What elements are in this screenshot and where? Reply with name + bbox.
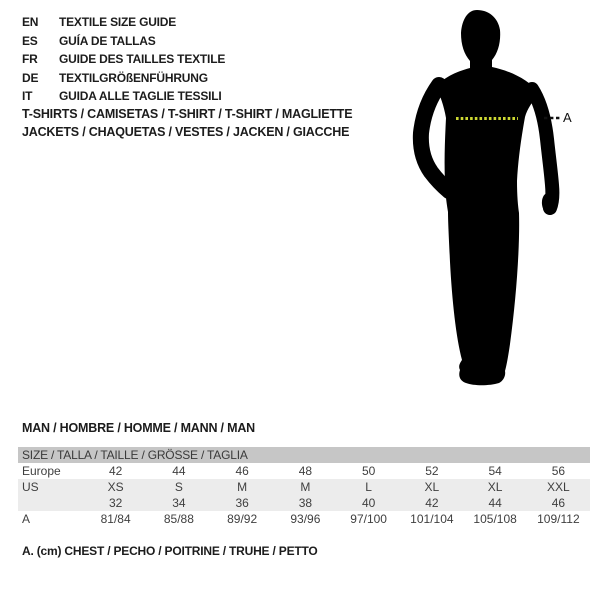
row-label: Europe: [22, 464, 61, 478]
language-label: TEXTILE SIZE GUIDE: [59, 15, 177, 29]
language-label: TEXTILGRÖßENFÜHRUNG: [59, 70, 208, 85]
language-code: ES: [22, 33, 38, 48]
table-cell: 42: [425, 496, 439, 510]
language-row: [22, 87, 225, 106]
table-cell: 105/108: [473, 512, 517, 526]
table-cell: XL: [487, 480, 503, 494]
table-cell: XS: [107, 480, 124, 494]
table-row-us-numeric: [18, 495, 590, 511]
size-table: [18, 447, 590, 527]
table-cell: S: [174, 480, 183, 494]
table-cell: M: [300, 480, 311, 494]
language-code: EN: [22, 15, 39, 29]
table-cell: 42: [108, 464, 123, 478]
table-cell: L: [365, 480, 372, 494]
language-label: GUIDE DES TAILLES TEXTILE: [59, 52, 226, 66]
row-label: A: [22, 512, 31, 526]
table-row-us: [18, 479, 590, 495]
language-label: GUIDA ALLE TAGLIE TESSILI: [59, 89, 222, 103]
table-cell: 44: [488, 496, 502, 510]
table-cell: 54: [488, 464, 502, 478]
table-cell: 44: [172, 464, 186, 478]
language-label: GUÍA DE TALLAS: [59, 33, 156, 48]
silhouette-right-arm: [532, 89, 552, 208]
category-line-jackets: JACKETS / CHAQUETAS / VESTES / JACKEN / GIACCHE: [22, 125, 350, 139]
table-cell: 50: [361, 464, 376, 478]
table-row-europe: [18, 463, 590, 479]
table-cell: 52: [425, 464, 439, 478]
man-silhouette-svg: [390, 0, 600, 400]
table-cell: XL: [424, 480, 440, 494]
language-code: FR: [22, 52, 38, 66]
language-list: [22, 13, 225, 106]
table-cell: 38: [298, 496, 313, 510]
man-silhouette-figure: [390, 0, 600, 400]
measure-label-a: A: [563, 110, 572, 125]
language-code: IT: [22, 89, 33, 103]
language-row: [22, 50, 225, 69]
table-row-chest-a: [18, 511, 590, 527]
table-cell: 34: [172, 496, 186, 510]
table-cell: 109/112: [537, 512, 580, 526]
language-row: [22, 13, 225, 32]
table-cell: 46: [235, 464, 249, 478]
table-cell: 56: [551, 464, 566, 478]
category-line-tshirts: T-SHIRTS / CAMISETAS / T-SHIRT / T-SHIRT / MAGLIETTE: [22, 107, 353, 121]
table-cell: 101/104: [410, 512, 454, 526]
table-cell: 89/92: [227, 512, 258, 526]
table-cell: 81/84: [100, 512, 131, 526]
language-code: DE: [22, 70, 39, 85]
table-cell: 36: [235, 496, 249, 510]
category-list: [22, 105, 352, 141]
table-cell: 32: [108, 496, 123, 510]
language-row: [22, 69, 225, 88]
table-cell: 97/100: [350, 512, 387, 526]
table-cell: 40: [361, 496, 376, 510]
table-cell: 48: [298, 464, 313, 478]
language-row: [22, 32, 225, 51]
table-cell: 93/96: [290, 512, 321, 526]
table-cell: 46: [551, 496, 566, 510]
section-title-man: MAN / HOMBRE / HOMME / MANN / MAN: [22, 421, 255, 435]
row-label: US: [22, 480, 39, 494]
table-cell: 85/88: [163, 512, 194, 526]
measurement-legend: A. (cm) CHEST / PECHO / POITRINE / TRUHE / PETTO: [22, 544, 318, 558]
size-table-header: SIZE / TALLA / TAILLE / GRÖSSE / TAGLIA: [18, 447, 590, 463]
table-cell: XXL: [547, 480, 570, 494]
table-cell: M: [237, 480, 248, 494]
